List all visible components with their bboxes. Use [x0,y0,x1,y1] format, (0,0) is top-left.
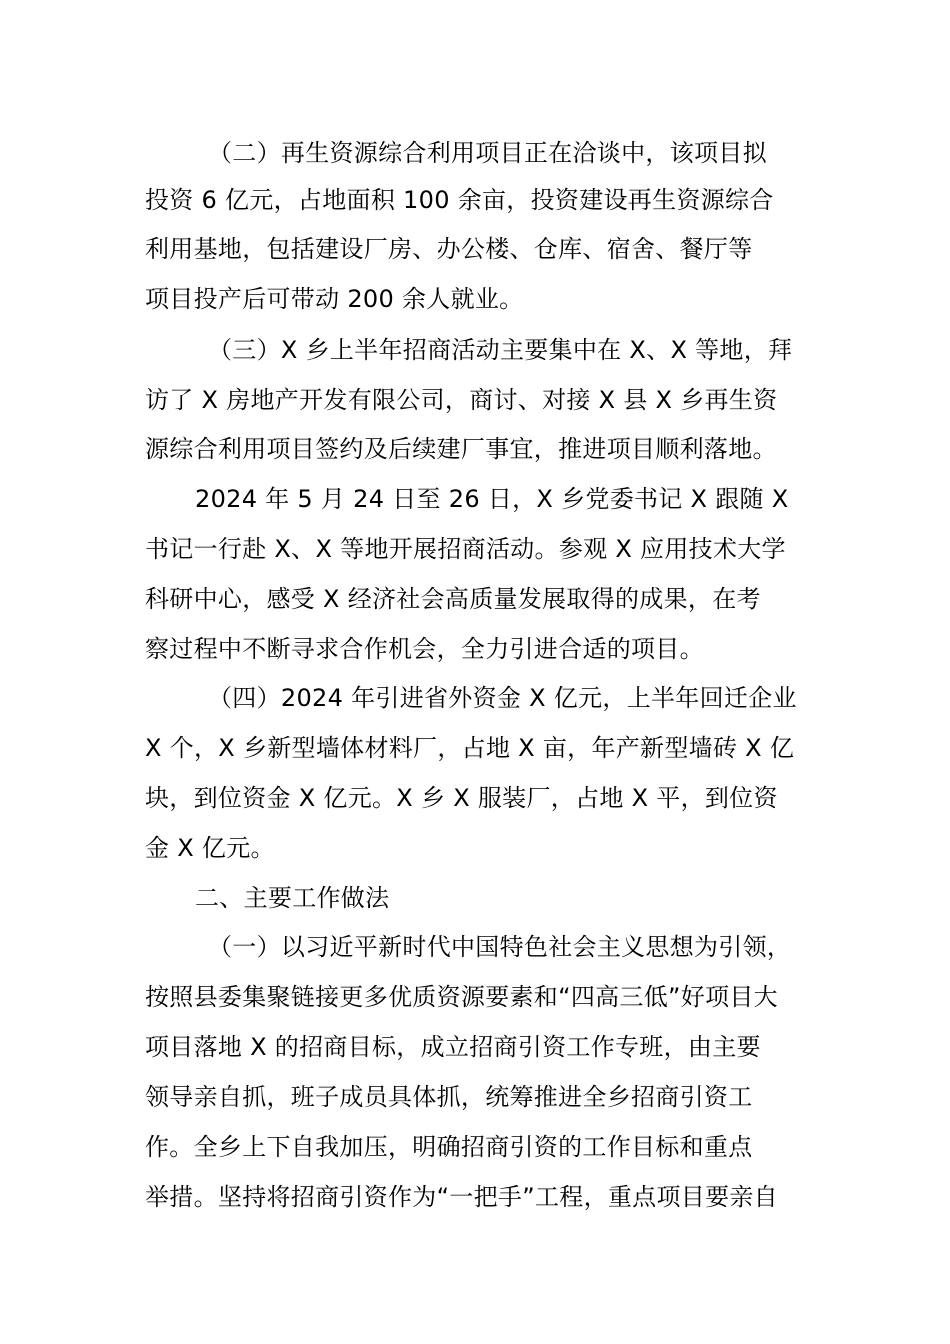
paragraph-line: 科研中心，感受 X 经济社会高质量发展取得的成果，在考 [145,585,761,613]
paragraph-line: 访了 X 房地产开发有限公司，商讨、对接 X 县 X 乡再生资 [145,386,778,414]
paragraph-line: （三）X 乡上半年招商活动主要集中在 X、X 等地，拜 [208,336,793,364]
paragraph-line: 项目落地 X 的招商目标，成立招商引资工作专班，由主要 [145,1033,761,1061]
paragraph-line: 察过程中不断寻求合作机会，全力引进合适的项目。 [145,635,704,663]
paragraph-line: 领导亲自抓，班子成员具体抓，统筹推进全乡招商引资工 [145,1083,753,1111]
paragraph-line: 作。全乡上下自我加压，明确招商引资的工作目标和重点 [145,1133,753,1161]
paragraph-line: （二）再生资源综合利用项目正在洽谈中，该项目拟 [208,139,767,167]
paragraph-line: 项目投产后可带动 200 余人就业。 [145,285,524,313]
paragraph-line: （四）2024 年引进省外资金 X 亿元，上半年回迁企业 [208,684,797,712]
section-heading: 二、主要工作做法 [195,884,390,912]
paragraph-line: 块，到位资金 X 亿元。X 乡 X 服装厂，占地 X 平，到位资 [145,784,778,812]
paragraph-line: X 个，X 乡新型墙体材料厂，占地 X 亩，年产新型墙砖 X 亿 [145,734,795,762]
paragraph-line: 按照县委集聚链接更多优质资源要素和“四高三低”好项目大 [145,983,778,1011]
paragraph-line: （一）以习近平新时代中国特色社会主义思想为引领， [208,933,792,961]
paragraph-line: 举措。坚持将招商引资作为“一把手”工程，重点项目要亲自 [145,1183,778,1211]
paragraph-line: 2024 年 5 月 24 日至 26 日，X 乡党委书记 X 跟随 X [195,485,789,513]
paragraph-line: 利用基地，包括建设厂房、办公楼、仓库、宿舍、餐厅等 [145,235,753,263]
paragraph-line: 源综合利用项目签约及后续建厂事宜，推进项目顺利落地。 [145,435,777,463]
paragraph-line: 金 X 亿元。 [145,834,275,862]
paragraph-line: 书记一行赴 X、X 等地开展招商活动。参观 X 应用技术大学 [145,535,786,563]
paragraph-line: 投资 6 亿元，占地面积 100 余亩，投资建设再生资源综合 [145,186,774,214]
